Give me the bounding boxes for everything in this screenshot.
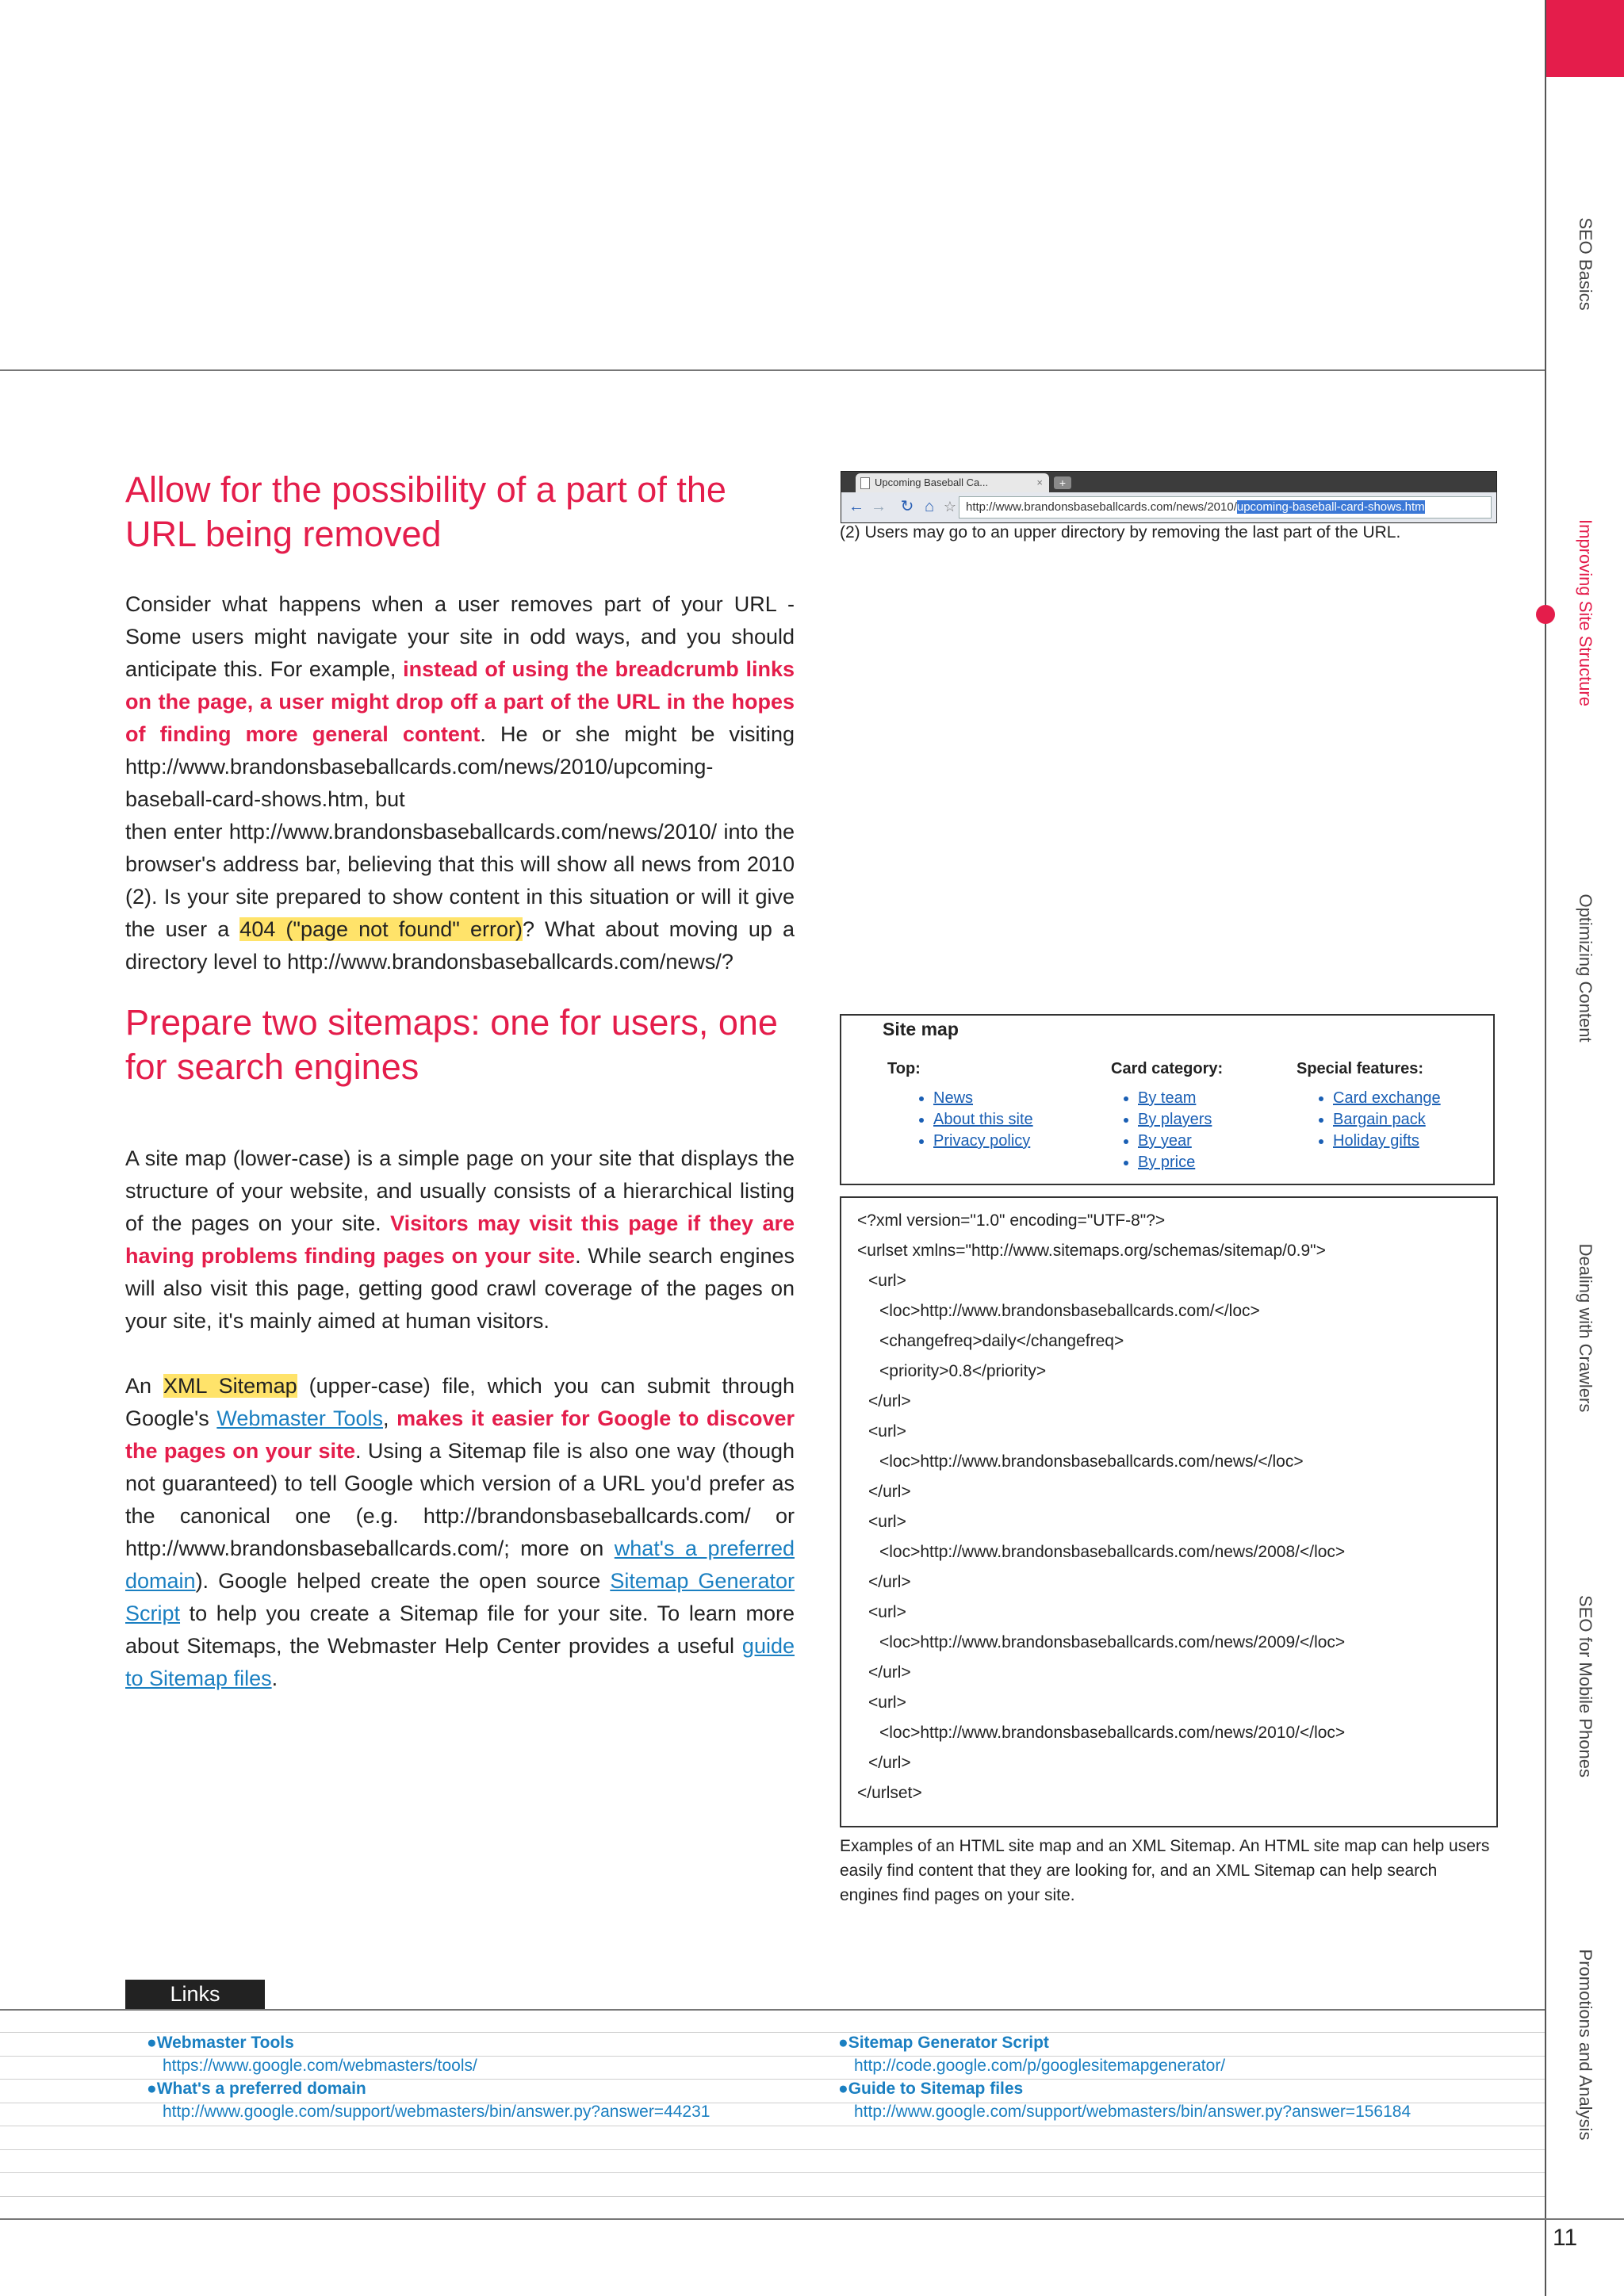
list-item[interactable]: [1138, 1152, 1223, 1173]
list-item[interactable]: [1138, 1109, 1223, 1131]
link-url[interactable]: http://code.google.com/p/googlesitemapgenerator/: [854, 2057, 1226, 2075]
xml-line: <loc>http://www.brandonsbaseballcards.com/news/2008/</loc>: [879, 1543, 1346, 1561]
sidebar-accent-block: [1546, 0, 1624, 77]
sitemap-link[interactable]: Privacy policy: [933, 1132, 1031, 1150]
list-item[interactable]: [1138, 1131, 1223, 1152]
text: . While search engines will also visit this page, getting good crawl coverage of the pages on your site, it's mainly aimed at human visitors.: [125, 1244, 795, 1333]
column-heading: Top:: [887, 1060, 921, 1077]
section2-body: [125, 1142, 795, 1695]
text: ? What about moving up a directory level to http://www.brandonsbaseballcards.com/news/?: [125, 917, 795, 974]
paragraph: [125, 1370, 795, 1695]
link-url[interactable]: http://www.google.com/support/webmasters/bin/answer.py?answer=44231: [163, 2103, 710, 2121]
ruled-line: [0, 2172, 1545, 2173]
text: .: [271, 1667, 278, 1690]
back-arrow-icon[interactable]: ←: [848, 498, 864, 515]
text: A site map (lower-case) is a simple page on your site that displays the structure of your website, and usually consists of a hierarchical listing of the pages on your site.: [125, 1146, 795, 1235]
sidebar-item-improving-site-structure[interactable]: Improving Site Structure: [1576, 519, 1595, 706]
close-icon[interactable]: ×: [1036, 476, 1043, 488]
xml-line: </url>: [868, 1392, 911, 1410]
text: ). Google helped create the open source: [195, 1569, 611, 1593]
list-item[interactable]: [933, 1131, 1033, 1152]
xml-line: <loc>http://www.brandonsbaseballcards.com/news/2009/</loc>: [879, 1633, 1346, 1651]
xml-line: <url>: [868, 1603, 906, 1621]
sidebar-item-optimizing-content[interactable]: Optimizing Content: [1576, 894, 1595, 1043]
paragraph: [125, 588, 795, 816]
browser-toolbar: [841, 492, 1496, 522]
text: An: [125, 1374, 164, 1398]
list-item[interactable]: [1333, 1131, 1441, 1152]
xml-line: <priority>0.8</priority>: [879, 1362, 1047, 1380]
heading-line: URL being removed: [125, 514, 442, 554]
section-heading-sitemaps: [125, 1001, 807, 1089]
link-title[interactable]: Sitemap Generator Script: [848, 2034, 1049, 2052]
new-tab-button[interactable]: +: [1054, 476, 1071, 489]
sitemap-caption: Examples of an HTML site map and an XML Sitemap. An HTML site map can help users easily find content that they are looking for, and an XML Sitemap can help search engines find pages on your site.: [840, 1837, 1490, 1904]
active-section-marker: [1536, 605, 1555, 624]
list-item[interactable]: [1333, 1109, 1441, 1131]
footer-link-preferred-domain[interactable]: ●What's a preferred domain: [147, 2080, 366, 2098]
sidebar-item-seo-basics[interactable]: SEO Basics: [1576, 217, 1595, 311]
forward-arrow-icon[interactable]: →: [871, 498, 887, 515]
heading-line: Prepare two sitemaps: one for users, one: [125, 1002, 778, 1043]
sitemap-generator-link[interactable]: Sitemap Generator Script: [125, 1569, 795, 1625]
text: then enter http://www.brandonsbaseballcards.com/news/2010/ into the browser's address bar, believing that this will show all news from 2010 (2). Is your site prepared to show content in this situation or will it give the user a: [125, 820, 795, 941]
list-item[interactable]: [1138, 1088, 1223, 1109]
heading-line: for search engines: [125, 1047, 419, 1087]
section1-body: [125, 588, 795, 978]
column-heading: Card category:: [1111, 1060, 1224, 1077]
browser-tab[interactable]: [856, 473, 1049, 492]
xml-line: <url>: [868, 1422, 906, 1441]
list-item[interactable]: [933, 1109, 1033, 1131]
xml-line: </url>: [868, 1663, 911, 1682]
column-heading: Special features:: [1297, 1060, 1424, 1077]
link-title[interactable]: Guide to Sitemap files: [848, 2080, 1024, 2098]
list-item[interactable]: [933, 1088, 1033, 1109]
paragraph: [125, 1142, 795, 1337]
highlight-text: XML Sitemap: [163, 1374, 297, 1398]
link-url[interactable]: https://www.google.com/webmasters/tools/: [163, 2057, 477, 2075]
page-icon: [860, 477, 870, 489]
xml-line: </urlset>: [857, 1784, 922, 1802]
bottom-rule: [0, 2218, 1624, 2220]
sitemap-link[interactable]: About this site: [933, 1111, 1033, 1128]
webmaster-tools-link[interactable]: Webmaster Tools: [216, 1406, 384, 1430]
sitemap-link[interactable]: News: [933, 1089, 974, 1107]
sitemap-column-top: [887, 1060, 1033, 1152]
links-rule: [0, 2009, 1545, 2011]
link-title[interactable]: Webmaster Tools: [156, 2034, 294, 2052]
sitemap-link[interactable]: By players: [1138, 1111, 1212, 1128]
section-heading-url-removal: [125, 468, 807, 557]
browser-caption: (2) Users may go to an upper directory by removing the last part of the URL.: [840, 523, 1401, 541]
browser-screenshot: [841, 471, 1497, 523]
url-text: http://www.brandonsbaseballcards.com/news/2010/: [966, 500, 1237, 514]
sitemap-link[interactable]: Card exchange: [1333, 1089, 1441, 1107]
xml-line: <url>: [868, 1693, 906, 1712]
sitemap-guide-link[interactable]: guide to Sitemap files: [125, 1634, 795, 1690]
sidebar-item-dealing-with-crawlers[interactable]: Dealing with Crawlers: [1576, 1243, 1595, 1413]
link-title[interactable]: What's a preferred domain: [156, 2080, 366, 2098]
ruled-line: [0, 2196, 1545, 2197]
sitemap-link[interactable]: By team: [1138, 1089, 1197, 1107]
sitemap-link[interactable]: By price: [1138, 1154, 1196, 1171]
xml-line: <loc>http://www.brandonsbaseballcards.com/news/</loc>: [879, 1452, 1304, 1471]
xml-line: <loc>http://www.brandonsbaseballcards.com/</loc>: [879, 1302, 1260, 1320]
emphasis-text: instead of using the breadcrumb links on the page, a user might drop off a part of the URL in the hopes of finding more general content: [125, 657, 795, 746]
heading-line: Allow for the possibility of a part of the: [125, 469, 726, 510]
xml-line: </url>: [868, 1573, 911, 1591]
paragraph: [125, 816, 795, 978]
ruled-line: [0, 2149, 1545, 2150]
xml-sitemap-example: [840, 1196, 1498, 1827]
text: ,: [383, 1406, 397, 1430]
xml-line: <urlset xmlns="http://www.sitemaps.org/schemas/sitemap/0.9">: [857, 1242, 1326, 1260]
text: . He or she might be visiting http://www.brandonsbaseballcards.com/news/2010/upcoming-baseball-card-shows.htm, but: [125, 722, 795, 811]
text: . Using a Sitemap file is also one way (though not guaranteed) to tell Google which version of a URL you'd prefer as the canonical one (e.g. http://brandonsbaseballcards.com/ or http://www.brandonsbaseballcards.com/; more on: [125, 1439, 795, 1560]
sitemap-link[interactable]: Bargain pack: [1333, 1111, 1426, 1128]
ruled-line: [0, 2032, 1545, 2033]
xml-line: <url>: [868, 1272, 906, 1290]
preferred-domain-link[interactable]: what's a preferred domain: [125, 1536, 795, 1593]
tab-title: Upcoming Baseball Ca...: [875, 476, 989, 488]
sitemap-title: Site map: [883, 1019, 959, 1039]
url-selected-text: upcoming-baseball-card-shows.htm: [1236, 500, 1425, 514]
footer-link-webmaster-tools[interactable]: ●Webmaster Tools: [147, 2034, 294, 2052]
reload-icon[interactable]: ↻: [900, 498, 914, 515]
xml-line: <loc>http://www.brandonsbaseballcards.com/news/2010/</loc>: [879, 1724, 1346, 1742]
xml-line: <changefreq>daily</changefreq>: [879, 1332, 1124, 1350]
links-tab: Links: [125, 1980, 265, 2009]
link-url[interactable]: http://www.google.com/support/webmasters/bin/answer.py?answer=156184: [854, 2103, 1411, 2121]
sitemap-column-card-category: [1111, 1060, 1223, 1173]
sitemap-link[interactable]: Holiday gifts: [1333, 1132, 1419, 1150]
xml-line: </url>: [868, 1754, 911, 1772]
sidebar-item-seo-for-mobile-phones[interactable]: SEO for Mobile Phones: [1576, 1595, 1595, 1777]
text: to help you create a Sitemap file for your site. To learn more about Sitemaps, the Webmaster Help Center provides a useful: [125, 1601, 795, 1658]
html-sitemap-example: [840, 1014, 1495, 1185]
highlight-text: 404 ("page not found" error): [239, 917, 523, 941]
address-bar[interactable]: [959, 496, 1492, 519]
home-icon[interactable]: ⌂: [924, 498, 935, 515]
emphasis-text: makes it easier for Google to discover the pages on your site: [125, 1406, 795, 1463]
sidebar-item-promotions-and-analysis[interactable]: Promotions and Analysis: [1576, 1949, 1595, 2141]
star-icon[interactable]: ☆: [943, 499, 957, 515]
xml-line: <?xml version="1.0" encoding="UTF-8"?>: [857, 1211, 1166, 1230]
footer-link-sitemap-guide[interactable]: ●Guide to Sitemap files: [838, 2080, 1024, 2098]
xml-line: </url>: [868, 1483, 911, 1501]
sidebar-divider: [1545, 0, 1546, 2296]
sitemap-link[interactable]: By year: [1138, 1132, 1192, 1150]
text: (upper-case) file, which you can submit through Google's: [125, 1374, 795, 1430]
footer-link-sitemap-generator[interactable]: ●Sitemap Generator Script: [838, 2034, 1049, 2052]
sitemap-column-special-features: [1297, 1060, 1441, 1152]
header-rule: [0, 369, 1545, 371]
page-number: 11: [1553, 2225, 1578, 2251]
xml-line: <url>: [868, 1513, 906, 1531]
emphasis-text: Visitors may visit this page if they are having problems finding pages on your site: [125, 1211, 795, 1268]
text: Consider what happens when a user removes part of your URL - Some users might navigate your site in odd ways, and you should anticipate this. For example,: [125, 592, 795, 681]
list-item[interactable]: [1333, 1088, 1441, 1109]
